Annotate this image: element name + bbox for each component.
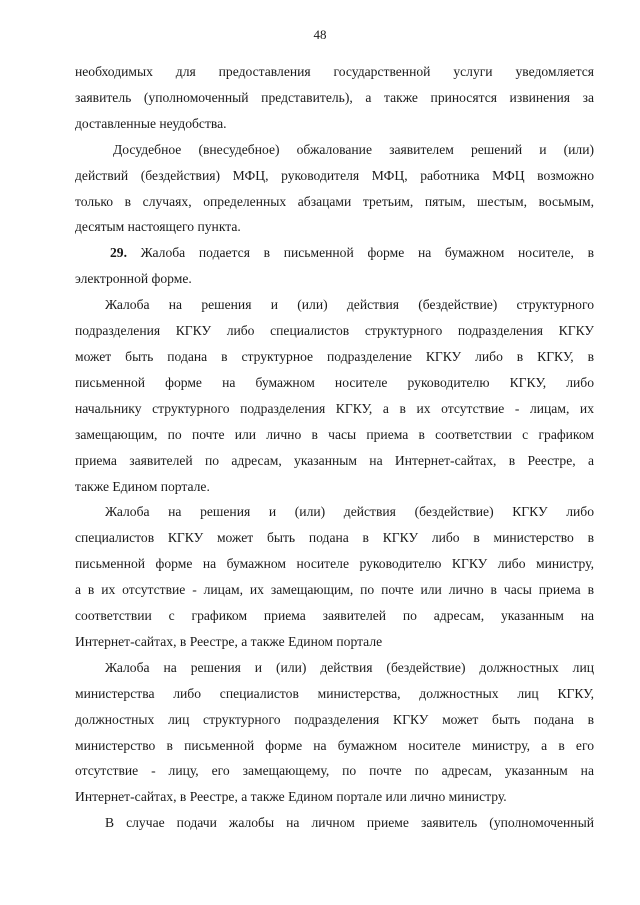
page-number: 48 — [313, 27, 327, 42]
paragraph-pretrial-appeal-mfc — [75, 137, 594, 241]
paragraph-personal-reception — [75, 810, 594, 836]
text-line: В случае подачи жалобы на личном приеме заявитель (уполномоченный — [105, 815, 594, 831]
text-line: замещающим, по почте или лично в часы приема в соответствии с графиком — [75, 426, 594, 442]
paragraph-complaint-structural-unit — [75, 292, 594, 499]
clause-number: 29. — [110, 245, 127, 261]
text-line: необходимых для предоставления государственной услуги уведомляется — [75, 64, 594, 79]
text-line: доставленные неудобства. — [75, 115, 227, 131]
text-line: действий (бездействия) МФЦ, руководителя МФЦ, работника МФЦ возможно — [75, 167, 594, 183]
text-line: письменной форме на бумажном носителе руководителю КГКУ, либо — [75, 374, 594, 390]
text-line: начальнику структурного подразделения КГКУ, а в их отсутствие - лицам, их — [75, 400, 594, 416]
text-line: специалистов КГКУ может быть подана в КГКУ либо в министерство в — [75, 530, 594, 546]
text-line: только в случаях, определенных абзацами третьим, пятым, шестым, восьмым, — [75, 193, 594, 209]
text-line: Интернет-сайтах, в Реестре, а также Едином портале — [75, 633, 383, 649]
text-line: письменной форме на бумажном носителе руководителю КГКУ либо министру, — [75, 556, 594, 572]
text-line: может быть подана в структурное подразделение КГКУ либо в КГКУ, в — [75, 348, 594, 364]
text-line: Жалоба на решения и (или) действия (бездействие) КГКУ либо — [105, 504, 594, 520]
paragraph-apology — [75, 59, 594, 137]
text-line: подразделения КГКУ либо специалистов структурного подразделения КГКУ — [75, 323, 594, 339]
text-line: должностных лиц структурного подразделения КГКУ может быть подана в — [75, 711, 594, 727]
paragraph-clause-29 — [75, 240, 594, 292]
text-line: Досудебное (внесудебное) обжалование заявителем решений и (или) — [113, 141, 594, 157]
text-line: электронной форме. — [75, 271, 192, 287]
text-line: десятым настоящего пункта. — [75, 219, 241, 235]
paragraph-complaint-kgku — [75, 499, 594, 654]
text-line: а в их отсутствие - лицам, их замещающим, по почте или лично в часы приема в — [75, 582, 594, 598]
paragraph-complaint-ministry — [75, 655, 594, 810]
text-line: также Едином портале. — [75, 478, 210, 494]
clause-text: Жалоба подается в письменной форме на бумажном носителе, в — [127, 245, 594, 261]
document-body — [75, 59, 594, 836]
text-line: заявитель (уполномоченный представитель), а также приносятся извинения за — [75, 89, 594, 105]
text-line: министерство в письменной форме на бумажном носителе министру, а в его — [75, 737, 594, 753]
text-line: Жалоба на решения и (или) действия (бездействие) должностных лиц — [105, 659, 594, 675]
text-line — [75, 240, 594, 266]
text-line: Жалоба на решения и (или) действия (бездействие) структурного — [105, 297, 594, 313]
text-line: министерства либо специалистов министерства, должностных лиц КГКУ, — [75, 685, 594, 701]
text-line: Интернет-сайтах, в Реестре, а также Едином портале или лично министру. — [75, 789, 507, 805]
text-line: приема заявителей по адресам, указанным на Интернет-сайтах, в Реестре, а — [75, 452, 594, 468]
text-line: отсутствие - лицу, его замещающему, по почте по адресам, указанным на — [75, 763, 594, 779]
text-line: соответствии с графиком приема заявителей по адресам, указанным на — [75, 608, 594, 624]
